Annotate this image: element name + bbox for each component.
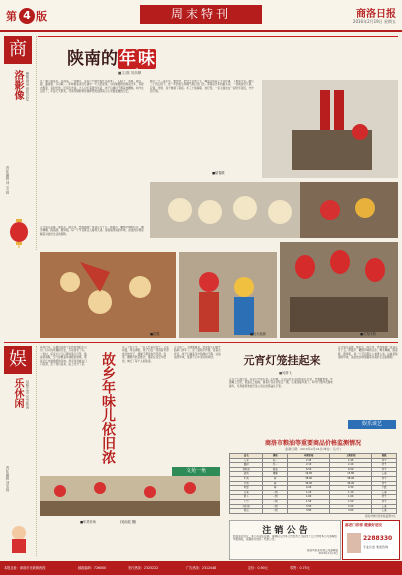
price-table-note: 商洛市物价局价格监测中心 — [364, 515, 396, 518]
issue-date: 2016年2月19日 星期五 — [352, 19, 396, 24]
caption-1: ■贴春联 — [212, 171, 225, 175]
article-body-col2: 腊月二十三是小年，要祭灶，把灶王爷送上天，嘴里念叨着上天言好事，下界保平安。腊月二十四扫房子，把一年的灰尘和晦气都扫出门去。蒸馍是过年的重头戏，一蒸就是好几锅，花馍、枣馍、包子堆满了案板。年三十贴春联、挂灯笼，一家人围坐在一起吃年夜饭，守岁到天明。 — [150, 80, 254, 94]
price-cell: 羊肉 — [230, 481, 263, 486]
column-link-tag-2[interactable]: 娱乐谈艺 — [348, 420, 396, 429]
price-cell: 3.60 — [330, 509, 372, 514]
page-prefix: 第 — [6, 10, 17, 23]
price-header-cell: 上期价格 — [330, 454, 372, 459]
article-body-col3: 正月里走亲戚、看社火、闹元宵，热热闹闹一直到正月十五。锣鼓声、鞭炮声响彻山乡，舞龙舞狮、踩高跷、跑旱船，每一个节目都让人看得入迷。这就是陕南的年味，浓浓的乡情里藏着对美好生活的期盼。 — [40, 226, 144, 236]
table-row — [230, 509, 397, 514]
article-author: ■文/图 刘高攀 — [118, 71, 142, 75]
price-cell: 2.45 — [288, 458, 330, 463]
article-title — [67, 44, 287, 68]
price-cell: 持平 — [372, 495, 397, 500]
page-suffix: 版 — [36, 10, 47, 23]
price-cell: 2.45 — [330, 458, 372, 463]
photo-she-huo — [179, 252, 277, 338]
price-cell: 2.10 — [288, 463, 330, 468]
price-header-cell: 涨跌 — [372, 454, 397, 459]
price-cell: 16.00 — [288, 472, 330, 477]
price-cell: 上涨 — [372, 509, 397, 514]
price-table-title: 商洛市粮油等重要商品价格监测情况 — [264, 440, 361, 447]
column-seal: 商 — [4, 36, 32, 64]
price-cell: 36.00 — [288, 481, 330, 486]
photo-couplets — [262, 80, 398, 178]
price-cell: 散装 — [263, 467, 288, 472]
price-cell: 36.00 — [330, 481, 372, 486]
price-table-subtitle: 监测日期：2016年2月24日(单位：元/斤) — [285, 447, 341, 451]
price-cell: 38.00 — [330, 476, 372, 481]
caption-market: ■年货市场 — [80, 520, 96, 524]
price-cell: 上涨 — [372, 472, 397, 477]
article3-body: 正月十五闹元宵，家家户户挂灯笼。小时候，父亲总会亲手给我们扎灯笼，竹篾做骨架，外面糊上红纸，里面点上蜡烛，提着灯笼在村里走一圈，心里别提多美了。如今灯笼样式越来越多，可我最喜欢的还是父亲扎的那盏红灯笼。 — [229, 378, 333, 388]
price-cell: 西红柿 — [230, 504, 263, 509]
article2-title: 故乡年味儿依旧浓 — [100, 352, 116, 464]
notice-body: 经股东会决议，本公司决定注销，请债权人自本公告发布之日起四十五日内向本公司清算组申报债权，逾期视为放弃。特此公告。 — [233, 535, 337, 542]
price-cell: 3.50 — [288, 504, 330, 509]
price-cell: 猪肉 — [230, 472, 263, 477]
cancellation-notice — [229, 520, 341, 560]
price-cell: 鸡蛋 — [230, 486, 263, 491]
price-cell: 持平 — [372, 467, 397, 472]
price-cell: 一级 — [263, 509, 288, 514]
price-cell: 鲜 — [263, 486, 288, 491]
price-cell: 大米 — [230, 458, 263, 463]
footer-address: 本报社址：商洛市北新街西段 — [4, 566, 46, 570]
newspaper-brand: 商洛日报 — [356, 9, 396, 20]
article2-body-col3: 正月初一，天刚蒙蒙亮，村里的人们就开始串门拜年了。见了面拱手作揖，说着吉祥话，孩子们揣着压岁钱满村子跑。这浓浓的年味，是游子心中永远的牵挂。 — [174, 346, 221, 360]
page-number-box — [6, 6, 50, 26]
masthead — [0, 0, 402, 32]
article3-title: 元宵灯笼挂起来 — [243, 354, 321, 367]
price-cell: 萝卜 — [230, 495, 263, 500]
page-number: 4 — [19, 8, 35, 24]
title-highlight: 年 — [119, 49, 136, 69]
price-cell: 4.30 — [330, 486, 372, 491]
footer-subscription: 发行热线：2325222 — [128, 566, 159, 570]
price-cell: 持平 — [372, 476, 397, 481]
price-cell: 鲜 — [263, 481, 288, 486]
column-seal-2: 娱 — [4, 346, 32, 374]
article-body-col1: 过了腊八就是年，在商洛，一到腊月，家家户户就开始忙活起来了，扫房子、蒸馍、做豆腐、灌香肠、写对联……年味就在这些忙碌中一天天浓起来。小时候最盼的就是过年，有新衣服穿，有好吃的，还有压岁钱。大人们忙着置办年货，孩子们满村子跑着放鞭炮。如今生活好了，年货天天都有，可那份期盼和热闹却依然是陕南人心中最温暖的记忆。 — [40, 80, 144, 94]
price-cell: 鲜 — [263, 476, 288, 481]
footer-postcode: 邮政编码：726000 — [78, 566, 107, 570]
price-cell: 1.00 — [330, 495, 372, 500]
price-cell: 4.20 — [288, 486, 330, 491]
price-cell: 一级 — [263, 490, 288, 495]
ad-subtitle: 专业诊治 欢迎咨询 — [363, 545, 388, 549]
footer-bar — [0, 561, 402, 575]
footer-price: 定价：0.90元 — [248, 566, 268, 570]
price-cell: 38.00 — [288, 476, 330, 481]
price-cell: 特一 — [263, 463, 288, 468]
photo-credit: (吴雨辰 摄) — [120, 520, 137, 524]
price-cell: 黄瓜 — [230, 509, 263, 514]
price-cell: 一级 — [263, 499, 288, 504]
price-cell: 菜籽油 — [230, 467, 263, 472]
footer-ad-line: 广告热线：2312448 — [186, 566, 217, 570]
price-header-cell: 本期价格 — [288, 454, 330, 459]
price-cell: 持平 — [372, 481, 397, 486]
article3-author: ■何静飞 — [279, 371, 292, 375]
column-subtitle: 聚焦商洛 留住记忆 — [26, 72, 30, 102]
price-cell: 1.50 — [330, 499, 372, 504]
price-cell: 一级 — [263, 504, 288, 509]
price-cell: 一级 — [263, 495, 288, 500]
doctor-photo — [347, 533, 361, 553]
clinic-ad — [342, 520, 400, 560]
article2-body-col2: 年三十的下午，一家人忙着包饺子，父亲和面，母亲调馅，孩子们在一旁捏着奇形怪状的饺子，满屋子都是欢声笑语。夜里，鞭炮声此起彼伏，烟花在夜空中绽放，映红了每个人的脸庞。 — [122, 346, 169, 363]
price-table-grid — [229, 453, 397, 514]
caption-3: ■社火表演 — [250, 332, 266, 336]
price-cell: 持平 — [372, 463, 397, 468]
price-cell: 2.10 — [330, 463, 372, 468]
price-cell: 白菜 — [230, 490, 263, 495]
notice-title: 注 销 公 告 — [262, 526, 308, 536]
price-cell: 上涨 — [372, 490, 397, 495]
article2-body-col1: 每到过年，总要回到那个生我养我的小山村。村口的老槐树还在，只是更老了些。一进村，家家户户门口都挂着红灯笼，贴着新春联，空气里飘着炸油糕的香味，那是记忆中最熟悉的年味。母亲早早就在门口张望，见了我们回来，脸上笑开了花。 — [40, 346, 87, 367]
price-cell: 1.00 — [288, 495, 330, 500]
photo-lanterns — [280, 242, 398, 338]
price-cell: 3.80 — [288, 509, 330, 514]
price-header-cell: 品名 — [230, 454, 263, 459]
column-link-tag[interactable]: 文苑一角 — [172, 467, 220, 476]
column-title-2: 乐休闲 — [12, 378, 23, 408]
divider-2 — [4, 342, 398, 343]
notice-signature: 商洛市某某有限公司清算组 2016年2月19日 — [306, 549, 338, 556]
column-title: 洛影像 — [12, 70, 23, 100]
price-table — [229, 453, 397, 513]
caption-4: ■元宵庆典 — [360, 332, 376, 336]
lantern-icon — [6, 216, 32, 248]
price-cell: 上涨 — [372, 504, 397, 509]
price-cell: 3.20 — [330, 504, 372, 509]
price-cell: 面粉 — [230, 463, 263, 468]
article3-body-right: 正月里走亲戚、看社火、闹元宵，热热闹闹一直到正月十五。锣鼓声、鞭炮声响彻山乡，舞龙舞狮、踩高跷、跑旱船，每一个节目都让人看得入迷。这就是陕南的年味，浓浓的乡情里藏着对美好生活的期盼。 — [338, 346, 398, 360]
column-editor-2: 责任编辑 刘宝琼 — [6, 466, 10, 492]
price-header-cell: 规格 — [263, 454, 288, 459]
column-subtitle-2: 品味生活 乐享休闲 — [26, 380, 30, 410]
price-cell: 1.10 — [330, 490, 372, 495]
price-cell: 标一 — [263, 458, 288, 463]
ad-phone: 2288330 — [363, 535, 393, 542]
column-editor: 责任编辑 刘 宝 琼 — [6, 166, 10, 194]
ad-title: 郝老门诊部 健康好朋友 — [345, 523, 383, 527]
left-column-top — [4, 36, 37, 250]
price-cell: 持平 — [372, 499, 397, 504]
price-cell: 精瘦 — [263, 472, 288, 477]
section-title: 周末特刊 — [140, 5, 262, 24]
price-cell: 持平 — [372, 458, 397, 463]
caption-2: ■花馍 — [150, 332, 160, 336]
title-highlight-2: 味 — [138, 49, 155, 69]
title-part-a: 陕南的 — [67, 49, 118, 69]
photo-flower-buns — [150, 182, 398, 238]
price-cell: 牛肉 — [230, 476, 263, 481]
left-column-bottom — [4, 346, 37, 556]
footer-retail: 零售：0.75元 — [290, 566, 310, 570]
price-cell: 6.50 — [330, 467, 372, 472]
price-cell: 6.50 — [288, 467, 330, 472]
photo-market — [40, 476, 220, 516]
divider — [38, 36, 398, 37]
price-cell: 1.50 — [288, 499, 330, 504]
doll-icon — [6, 524, 32, 554]
price-cell: 15.80 — [330, 472, 372, 477]
price-cell: 下跌 — [372, 486, 397, 491]
price-cell: 土豆 — [230, 499, 263, 504]
photo-food — [40, 252, 176, 338]
price-cell: 1.20 — [288, 490, 330, 495]
